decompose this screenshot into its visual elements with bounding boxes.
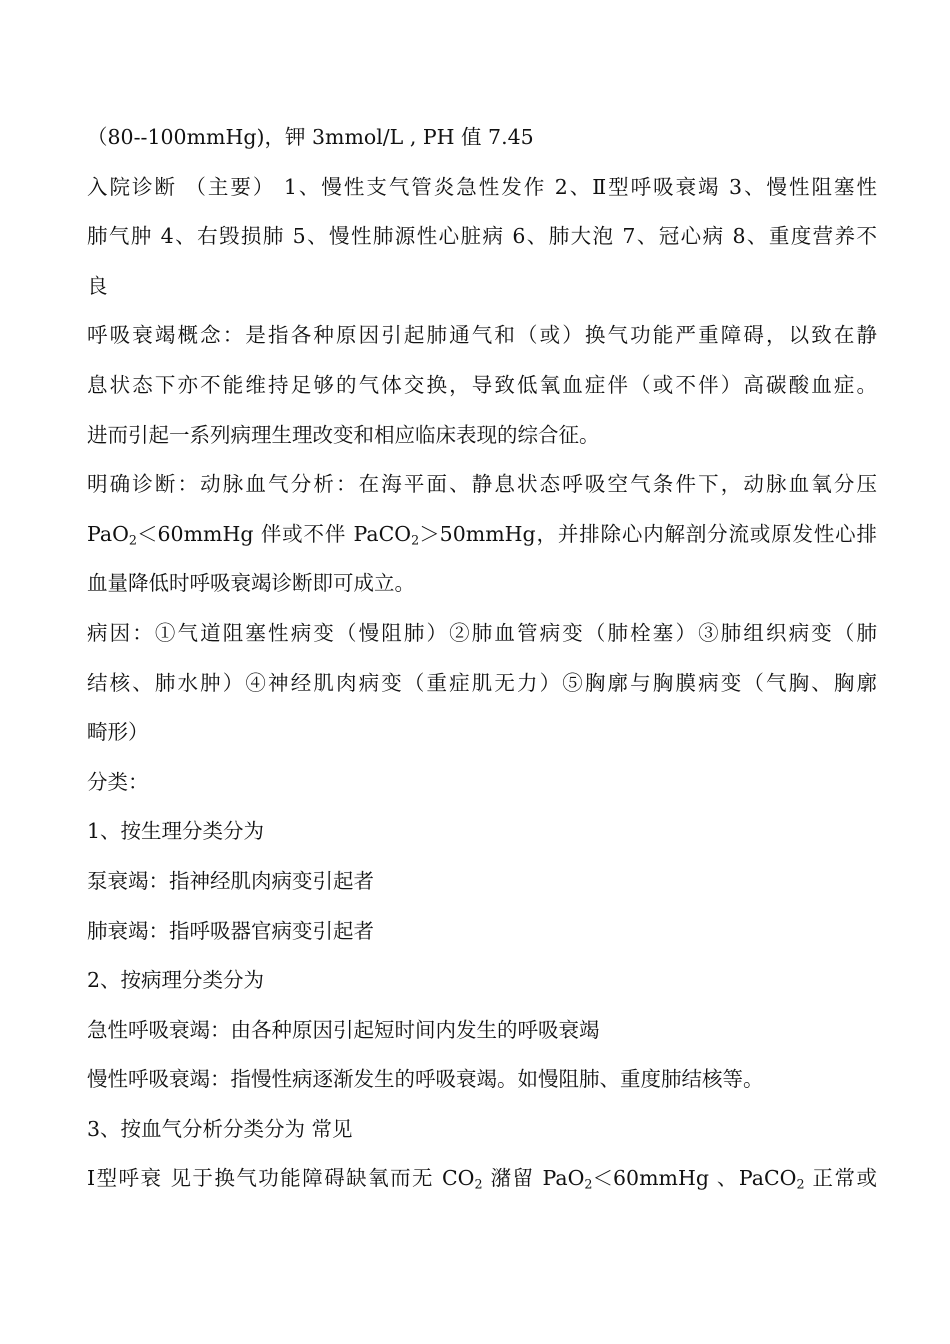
text-line [87,212,877,262]
document-body [87,113,877,1204]
text-segment: 分类： [87,769,149,794]
subscript: 2 [796,1177,805,1193]
text-line [87,361,877,411]
text-segment: 入院诊断 （主要） 1、慢性支气管炎急性发作 2、Ⅱ型呼吸衰竭 3、慢性阻塞性 [87,174,877,199]
text-line [87,1105,877,1155]
text-line [87,113,877,163]
text-segment: 明确诊断：动脉血气分析：在海平面、静息状态呼吸空气条件下，动脉血氧分压 [87,472,877,497]
text-segment: 肺气肿 4、右毁损肺 5、慢性肺源性心脏病 6、肺大泡 7、冠心病 8、重度营养不 [87,224,877,249]
text-line [87,411,877,461]
text-line [87,708,877,758]
text-line [87,807,877,857]
text-line [87,460,877,510]
text-line [87,956,877,1006]
subscript: 2 [474,1177,483,1193]
text-segment: 息状态下亦不能维持足够的气体交换，导致低氧血症伴（或不伴）高碳酸血症。 [87,372,877,397]
text-segment: ＜60mmHg 、PaCO [592,1166,797,1191]
text-segment: 急性呼吸衰竭：由各种原因引起短时间内发生的呼吸衰竭 [87,1017,600,1042]
subscript: 2 [584,1177,593,1193]
text-line [87,857,877,907]
text-segment: Ⅰ型呼衰 见于换气功能障碍缺氧而无 CO [87,1166,475,1191]
text-line [87,1055,877,1105]
text-segment: 1、按生理分类分为 [87,819,265,844]
text-segment: 畸形） [87,720,149,745]
text-line [87,758,877,808]
text-segment: 潴留 PaO [482,1166,585,1191]
text-segment: 良 [87,273,108,298]
text-line [87,559,877,609]
subscript: 2 [128,532,137,548]
text-segment: 肺衰竭：指呼吸器官病变引起者 [87,918,374,943]
text-segment: 血量降低时呼吸衰竭诊断即可成立。 [87,571,415,596]
text-line [87,609,877,659]
text-line [87,262,877,312]
text-segment: 结核、肺水肿）④神经肌肉病变（重症肌无力）⑤胸廓与胸膜病变（气胸、胸廓 [87,670,877,695]
text-segment: PaO [87,521,129,546]
text-segment: 正常或 [804,1166,877,1191]
text-segment: 2、按病理分类分为 [87,968,265,993]
text-line [87,1006,877,1056]
text-line [87,510,877,560]
text-segment: ＞50mmHg，并排除心内解剖分流或原发性心排 [419,521,877,546]
text-line [87,659,877,709]
subscript: 2 [411,532,420,548]
text-segment: （80--100mmHg)，钾 3mmol/L , PH 值 7.45 [87,125,534,149]
text-segment: 呼吸衰竭概念：是指各种原因引起肺通气和（或）换气功能严重障碍，以致在静 [87,323,877,348]
text-segment: 慢性呼吸衰竭：指慢性病逐渐发生的呼吸衰竭。如慢阻肺、重度肺结核等。 [87,1067,764,1092]
text-segment: 3、按血气分析分类分为 常见 [87,1116,353,1141]
text-line [87,163,877,213]
text-line [87,1154,877,1204]
text-segment: 进而引起一系列病理生理改变和相应临床表现的综合征。 [87,422,600,447]
text-line [87,311,877,361]
text-segment: ＜60mmHg 伴或不伴 PaCO [137,521,412,546]
text-segment: 病因：①气道阻塞性病变（慢阻肺）②肺血管病变（肺栓塞）③肺组织病变（肺 [87,620,877,645]
text-segment: 泵衰竭：指神经肌肉病变引起者 [87,868,374,893]
text-line [87,907,877,957]
